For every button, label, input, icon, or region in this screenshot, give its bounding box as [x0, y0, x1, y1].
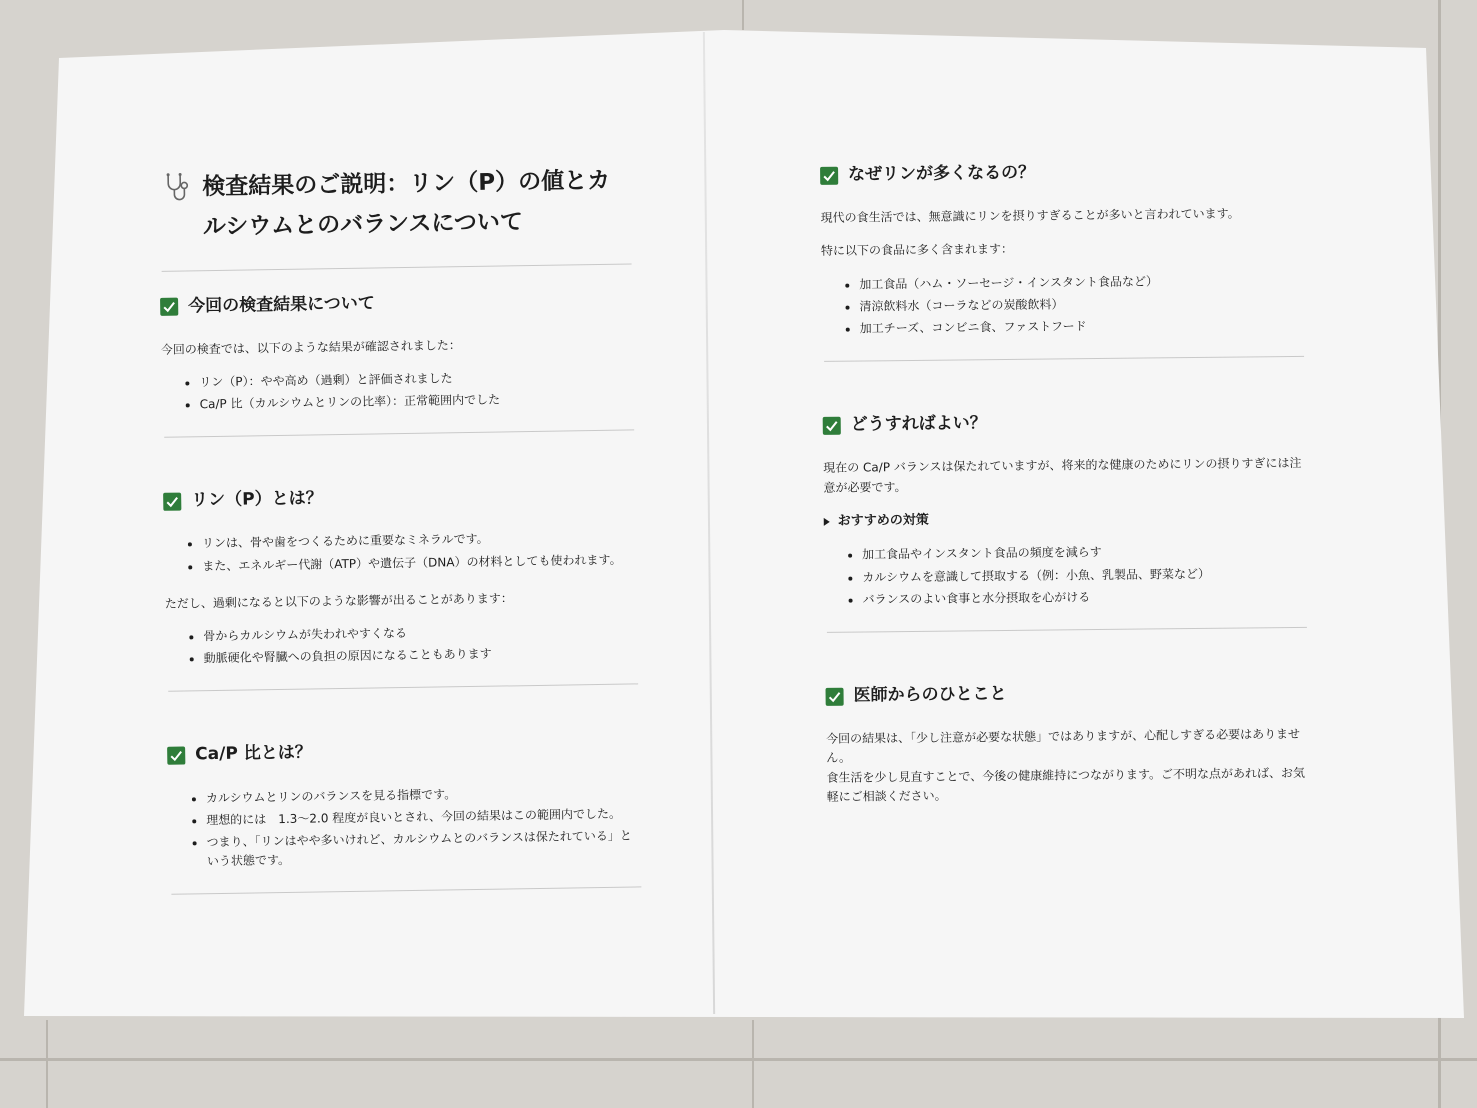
left-page — [150, 160, 642, 917]
list-item: • 加工チーズ、コンビニ食、ファストフード — [860, 315, 1304, 339]
list-item: • バランスのよい食事と水分摂取を心がける — [862, 586, 1306, 610]
checkbox-icon — [167, 746, 185, 764]
list-item: • 清涼飲料水（コーラなどの炭酸飲料） — [859, 293, 1303, 317]
stethoscope-icon — [162, 171, 192, 203]
subheading — [824, 507, 1306, 533]
bullet-list — [160, 782, 641, 872]
list-item: • 加工食品やインスタント食品の頻度を減らす — [862, 541, 1306, 565]
paragraph: ただし、過剰になると以下のような影響が出ることがあります： — [164, 591, 513, 611]
checkbox-icon — [163, 492, 181, 510]
list-item: • カルシウムとリンのバランスを見る指標です。 — [206, 782, 640, 808]
subheading-text: おすすめの対策 — [837, 512, 929, 529]
section-heading — [825, 678, 1307, 710]
section-heading-text: どうすればよい？ — [850, 413, 987, 435]
list-item: • Ca/P 比（カルシウムとリンの比率）：正常範囲内でした — [200, 388, 634, 414]
section-heading-text: 今回の検査結果について — [188, 292, 375, 316]
divider — [827, 627, 1307, 633]
floor-seam — [742, 0, 744, 30]
paragraph: 現在の Ca/P バランスは保たれていますが、将来的な健康のためにリンの摂りすぎには注意が必要です。 — [823, 456, 1302, 495]
section-heading — [820, 157, 1302, 189]
bullet-list — [816, 541, 1307, 610]
divider — [824, 356, 1304, 362]
divider — [168, 684, 638, 692]
floor-seam — [0, 1058, 1477, 1061]
divider — [171, 887, 641, 895]
checkbox-icon — [826, 687, 844, 705]
triangle-bullet-icon — [824, 518, 830, 526]
checkbox-icon — [823, 416, 841, 434]
divider — [164, 430, 634, 438]
section-heading-text: なぜリンが多くなるの？ — [848, 162, 1036, 185]
bullet-list — [813, 270, 1304, 339]
list-item: • つまり、「リンはやや多いけれど、カルシウムとのバランスは保たれている」という状態です。 — [206, 826, 641, 871]
document-title-text: 検査結果のご説明：リン（P）の値とカルシウムとのバランスについて — [202, 167, 611, 241]
list-item: • カルシウムを意識して摂取する（例：小魚、乳製品、野菜など） — [862, 564, 1306, 588]
bullet-list — [153, 366, 634, 415]
bullet-list — [157, 620, 638, 669]
section-heading-text: 医師からのひとこと — [853, 684, 1007, 706]
list-item: • リンは、骨や歯をつくるために重要なミネラルです。 — [202, 528, 636, 554]
checkbox-icon — [820, 166, 838, 184]
divider — [162, 263, 632, 271]
paragraph: 現代の食生活では、無意識にリンを摂りすぎることが多いと言われています。 — [820, 206, 1240, 226]
document-title — [162, 160, 631, 248]
paragraph: 今回の検査では、以下のような結果が確認されました： — [160, 337, 461, 357]
section-heading-text: Ca/P 比とは？ — [195, 742, 312, 765]
section-heading — [823, 407, 1305, 439]
section-heading — [160, 286, 632, 321]
floor-seam — [752, 1020, 754, 1108]
bullet-list — [156, 528, 637, 577]
checkbox-icon — [160, 298, 178, 316]
list-item: • また、エネルギー代謝（ATP）や遺伝子（DNA）の材料としても使われます。 — [202, 550, 636, 576]
paragraph: 特に以下の食品に多く含まれます： — [820, 242, 1014, 259]
floor-seam — [46, 1020, 48, 1108]
paragraph: 今回の結果は、「少し注意が必要な状態」ではありますが、心配しすぎる必要はありません。 — [825, 727, 1301, 766]
list-item: • 理想的には 1.3〜2.0 程度が良いとされ、今回の結果はこの範囲内でした。 — [206, 804, 640, 830]
list-item: • リン（P）：やや高め（過剰）と評価されました — [199, 366, 633, 392]
right-page — [812, 157, 1309, 821]
paragraph: 食生活を少し見直すことで、今後の健康維持につながります。ご不明な点があれば、お気軽にご相談ください。 — [826, 765, 1306, 804]
list-item: • 加工食品（ハム・ソーセージ・インスタント食品など） — [859, 270, 1303, 294]
list-item: • 骨からカルシウムが失われやすくなる — [203, 620, 637, 646]
list-item: • 動脈硬化や腎臓への負担の原因になることもあります — [204, 643, 638, 669]
section-heading-text: リン（P）とは？ — [191, 488, 323, 511]
